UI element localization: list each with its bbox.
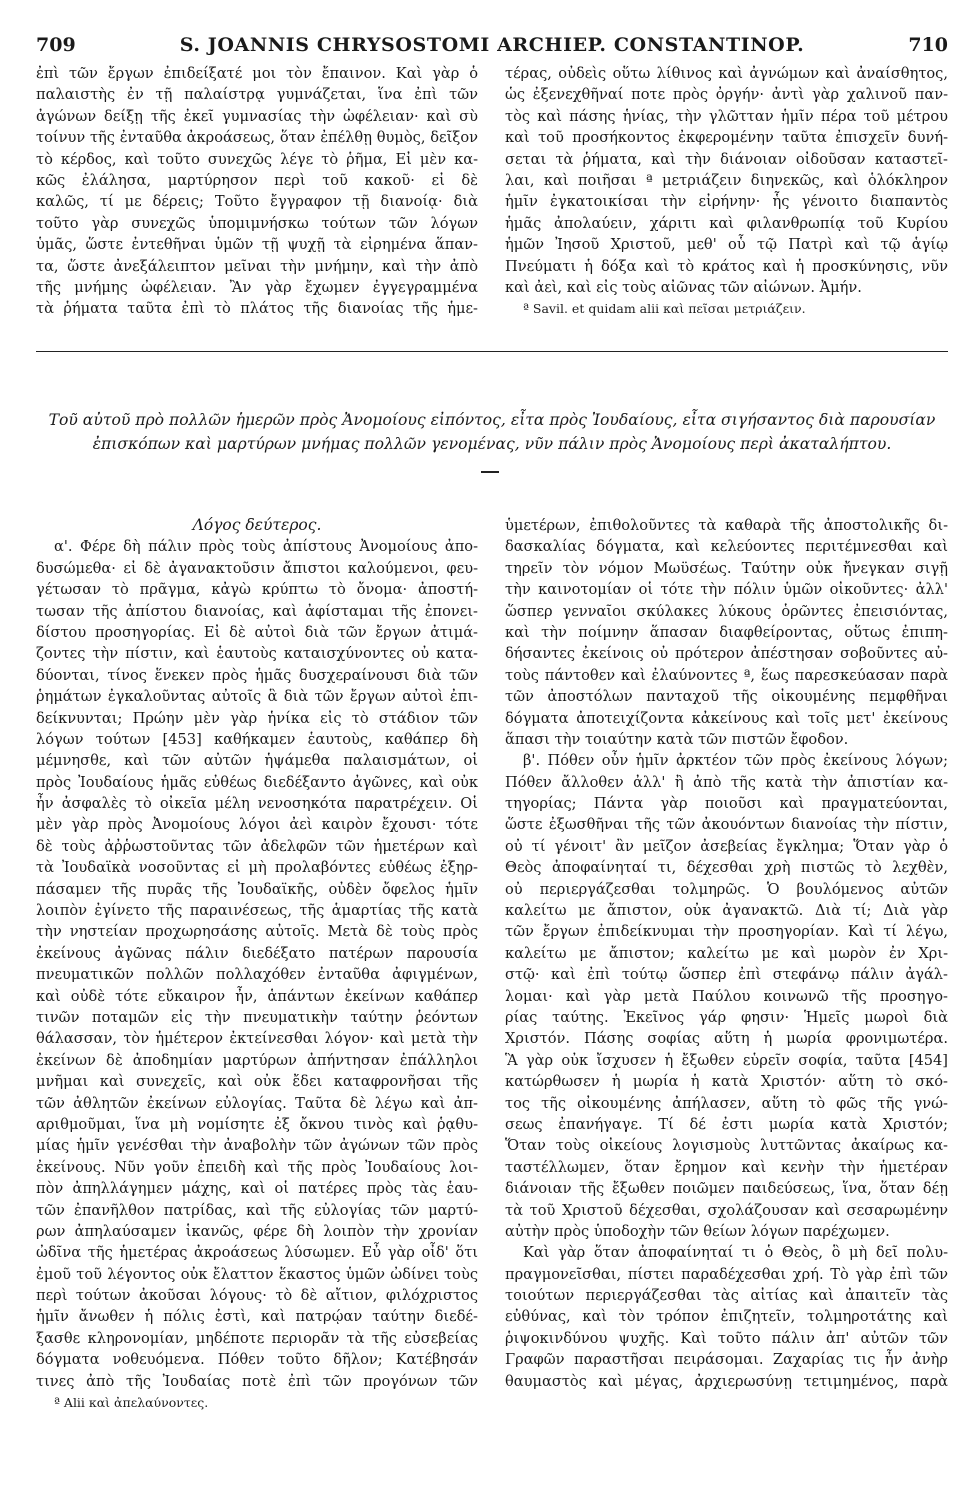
- left-line: τὰ Ἰουδαϊκὰ νοσοῦντας εἰ μὴ προλαβόντες εὐθέως ἐξηρ-: [36, 859, 478, 877]
- right-line: β'. Πόθεν οὖν ἡμῖν ἀρκτέον τῶν πρὸς ἐκείνους λόγων;: [523, 752, 948, 770]
- top-left-line: ὑμᾶς, ὥστε ἐντεθῆναι ὑμῶν τῇ ψυχῇ τὰ εἰρημένα ἅπαν-: [36, 236, 478, 254]
- left-line: τῶν ἐπανῆλθον πατρίδας, καὶ τῆς εὐλογίας τῶν μαρτύ-: [36, 1201, 478, 1219]
- left-line: δίστου προσηγορίας. Εἰ δὲ αὐτοὶ διὰ τῶν ἔργων ἀτιμά-: [36, 623, 478, 641]
- left-line: πὸν ἀπηλλάγημεν μάχης, καὶ οἱ πατέρες πρὸς τὰς ἑαυ-: [36, 1180, 478, 1198]
- left-line: δὲ τοὺς ἀῤῥωστοῦντας τῶν ἀδελφῶν τῶν ἡμετέρων καὶ: [36, 837, 478, 855]
- top-left-line: τῆς μνήμης ὠφέλειαν. Ἂν γὰρ ἔχωμεν ἐγγεγραμμένα: [36, 278, 478, 296]
- right-line: κατώρθωσεν ἡ μωρία ἡ κατὰ Χριστόν· αὕτη τὸ σκό-: [505, 1073, 948, 1091]
- top-right-line: τέρας, οὐδεὶς οὕτω λίθινος καὶ ἀγνώμων καὶ ἀναίσθητος,: [505, 65, 948, 82]
- horizontal-rule: [36, 351, 948, 352]
- running-title: S. JOANNIS CHRYSOSTOMI ARCHIEP. CONSTANTINOP.: [179, 34, 805, 56]
- right-line: τοιούτων περιεργάζεσθαι τὰς αἰτίας καὶ ἀπαιτεῖν τὰς: [505, 1287, 948, 1305]
- top-left-line: τὰ ῥήματα ταῦτα ἐπὶ τὸ πλάτος τῆς διανοίας τῆς ἡμε-: [36, 300, 478, 318]
- right-line: διάνοιαν τῆς ἔξωθεν ποιῶμεν παιδεύσεως, ἵνα, ὅταν δέῃ: [505, 1180, 948, 1198]
- right-line: τὴν καινοτομίαν οἱ τότε τὴν πόλιν ὑμῶν οἰκοῦντες· ἀλλ': [505, 581, 948, 599]
- right-line: καὶ τὴν ποίμνην ἅπασαν διαφθείροντας, οὕτως ἐπιπη-: [505, 623, 948, 641]
- right-line: τὰ τοῦ Χριστοῦ δέχεσθαι, σχολάζουσαν καὶ σεσαρωμένην: [505, 1201, 948, 1219]
- left-line: ἐκείνων δὲ ἀποδημίαν μαρτύρων ἀπήντησαν ἐπάλληλοι: [36, 1051, 478, 1069]
- left-line: ª Alii καὶ ἀπελαύνοντες.: [54, 1395, 209, 1411]
- top-right-line: ὡς ἐξενεχθῆναί ποτε πρὸς ὀργήν· ἀντὶ γὰρ χαλινοῦ παν-: [505, 86, 948, 104]
- right-line: τηγορίας; Πάντα γὰρ ποιοῦσι καὶ πραγματεύονται,: [505, 795, 948, 813]
- left-line: μὲν γὰρ πρὸς Ἀνομοίους λόγοι ἀεὶ καιρὸν ἔχουσι· τότε: [36, 816, 478, 834]
- right-line: καλείτω με ἄπιστον; καλείτω με καὶ μωρὸν ἐν Χρι-: [505, 944, 948, 962]
- right-line: δήσαντες ἐκείνοις οὐ πρότερον ἀπέστησαν σοβοῦντες αὐ-: [505, 645, 948, 663]
- left-line: δόγματα νοθευόμενα. Πόθεν τοῦτο δῆλον; Κατέβησάν: [36, 1351, 478, 1369]
- right-line: Γραφῶν παραστῆσαι πειράσομαι. Ζαχαρίας τις ἦν ἀνὴρ: [505, 1351, 948, 1369]
- left-line: γέτωσαν τὸ πρᾶγμα, κἀγὼ κρύπτω τὸ ὄνομα· ἀποστή-: [36, 581, 478, 599]
- left-line: ἐκείνους. Νῦν γοῦν ἐπειδὴ καὶ τῆς πρὸς Ἰουδαίους λοι-: [36, 1158, 478, 1176]
- right-line: δασκαλίας δόγματα, καὶ κελεύοντες περιτέμνεσθαι καὶ: [505, 538, 948, 556]
- page-number-left: 709: [36, 34, 76, 56]
- left-line: τὴν νηστείαν προχωρησάσης αὐτοῖς. Μετὰ δὲ τοὺς πρὸς: [36, 923, 478, 941]
- left-line: μνῆμαι καὶ συνεχεῖς, καὶ οὐκ ἔδει καταφρονῆσαι τῆς: [36, 1073, 478, 1091]
- top-right-line: ἡμῖν ἐγκατοικίσαι τὴν εἰρήνην· ἧς γένοιτο διαπαντὸς: [505, 193, 948, 211]
- top-left-line: τοῦτο γὰρ συνεχῶς ὑπομιμνήσκω τούτων τῶν λόγων: [36, 214, 478, 232]
- top-right-line: ª Savil. et quidam alii καὶ πεῖσαι μετριάζειν.: [523, 301, 806, 317]
- left-line: ὠδῖνα τῆς ἡμετέρας ἀκροάσεως λύσωμεν. Εὖ γὰρ οἶδ' ὅτι: [36, 1244, 478, 1262]
- left-line: δύονται, τίνος ἕνεκεν πρὸς ἡμᾶς δυσχεραίνουσι διὰ τῶν: [36, 666, 478, 684]
- top-right-column: [505, 63, 948, 320]
- right-line: ὥστε ἐξωσθῆναι τῆς τῶν ἀκουόντων διανοίας τὴν πίστιν,: [505, 816, 948, 834]
- right-line: ἅπασι τὴν τοιαύτην κατὰ τῶν πιστῶν ἔφοδον.: [505, 730, 849, 748]
- left-line: ἡμῖν ἄνωθεν ἡ πόλις ἐστὶ, καὶ πατρῴαν ταύτην διεδέ-: [36, 1308, 478, 1326]
- top-right-line: ἡμῶν Ἰησοῦ Χριστοῦ, μεθ' οὗ τῷ Πατρὶ καὶ τῷ ἁγίῳ: [505, 236, 948, 254]
- right-line: τος τῆς οἰκουμένης ἀπήλασεν, αὕτη τὸ φῶς τῆς γνώ-: [505, 1094, 948, 1112]
- left-line: καὶ οὐδὲ τότε εὔκαιρον ἦν, ἁπάντων ἐκείνων καθάπερ: [36, 987, 478, 1005]
- left-line: θάλασσαν, τὸν ἡμέτερον ἐκτείνεσθαι λόγον· καὶ μετὰ τὴν: [36, 1030, 478, 1048]
- left-line: α'. Φέρε δὴ πάλιν πρὸς τοὺς ἀπίστους Ἀνομοίους ἀπο-: [54, 538, 478, 556]
- top-left-column: [36, 63, 478, 320]
- title-dash: [481, 471, 499, 473]
- top-right-line: τὸς καὶ πάσης ἡνίας, τὴν γλῶτταν ἡμῖν πέρα τοῦ μέτρου: [505, 107, 948, 125]
- left-line: ρων ἀπηλαύσαμεν ἱκανῶς, φέρε δὴ λοιπὸν τὴν χρονίαν: [36, 1222, 478, 1240]
- left-line: ζοντες τὴν πίστιν, καὶ ἑαυτοὺς καταισχύνοντες οὐ κατα-: [36, 645, 478, 663]
- left-line: πρὸς Ἰουδαίους ἡμᾶς εὐθέως διεδέξαντο ἀγῶνες, καὶ οὐκ: [36, 773, 478, 791]
- left-line: τωσαν τῆς ἀπίστου διανοίας, καὶ ἀφίσταμαι τῆς ἐπονει-: [36, 602, 478, 620]
- left-line: τινῶν ποταμῶν εἰς τὴν πνευματικὴν ταύτην ῥεόντων: [36, 1008, 478, 1026]
- left-line: ῥημάτων ἐγκαλοῦντας αὐτοῖς ἃ διὰ τῶν ἔργων αὐτοὶ ἐπι-: [36, 688, 478, 706]
- right-line: τῶν ἀποστόλων πανταχοῦ τῆς οἰκουμένης πεμφθῆναι: [505, 688, 948, 706]
- right-line: Χριστόν. Πάσης σοφίας αὕτη ἡ μωρία φρονιμωτέρα.: [505, 1030, 948, 1048]
- right-line: τοὺς πάντοθεν καὶ ἐλαύνοντες ª, ἕως παρεσκεύασαν παρὰ: [505, 666, 948, 684]
- left-line: ἐκείνους ἀγῶνας πάλιν διεδέξατο πατέρων παρουσία: [36, 944, 478, 962]
- top-right-line: ἡμᾶς ἀπολαύειν, χάριτι καὶ φιλανθρωπίᾳ τοῦ Κυρίου: [505, 214, 948, 232]
- right-line: οὐ περιεργάζεσθαι τολμηρῶς. Ὁ βουλόμενος αὐτῶν: [505, 880, 948, 898]
- top-left-line: τὸ κέρδος, καὶ τοῦτο συνεχῶς λέγε τὸ ῥῆμα, Εἰ μὲν κα-: [36, 150, 478, 168]
- left-line: τινες ἀπὸ τῆς Ἰουδαίας ποτὲ ἐπὶ τῶν προγόνων τῶν: [36, 1372, 478, 1390]
- top-left-line: κῶς ἐλάλησα, μαρτύρησον περὶ τοῦ κακοῦ· εἰ δὲ: [36, 171, 478, 189]
- top-left-line: καλῶς, τί με δέρεις; Τοῦτο ἔγγραφον τῇ διανοίᾳ· διὰ: [36, 193, 478, 211]
- right-line: Ἃ γὰρ οὐκ ἴσχυσεν ἡ ἔξωθεν εὑρεῖν σοφία, ταῦτα [454]: [505, 1051, 948, 1069]
- left-line: Λόγος δεύτερος.: [192, 516, 322, 534]
- right-line: θαυμαστὸς καὶ μέγας, ἀρχιερωσύνῃ τετιμημένος, παρὰ: [505, 1372, 948, 1390]
- right-line: πραγμονεῖσθαι, πίστει παραδέχεσθαι χρή. Τὸ γὰρ ἐπὶ τῶν: [505, 1265, 948, 1283]
- left-line: πάσαμεν τῆς πυρᾶς τῆς Ἰουδαϊκῆς, οὐδὲν ὄφελος ἡμῖν: [36, 880, 478, 898]
- right-line: Θεὸς ἀποφαίνηταί τι, δέχεσθαι χρὴ πιστῶς τὸ λεχθὲν,: [505, 859, 948, 877]
- right-line: Ὅταν τοὺς οἰκείους λογισμοὺς λυττῶντας ἀκαίρως κα-: [505, 1137, 948, 1155]
- left-line: ἦν ἀσφαλὲς τὸ οἰκεῖα μέλη νενοσηκότα παρατρέχειν. Οἱ: [36, 795, 478, 813]
- homily-title-line-2: ἐπισκόπων καὶ μαρτύρων μνήμας πολλῶν γενομένας, νῦν πάλιν πρὸς Ἀνομοίους περὶ ἀκαταλήπτου.: [92, 435, 892, 453]
- left-line: ξασθε κληρονομίαν, μηδέποτε περιορᾶν τὰ τῆς εὐσεβείας: [36, 1329, 478, 1347]
- right-line: οὐ τί γένοιτ' ἂν μεῖζον ἀσεβείας ἔγκλημα; Ὅταν γὰρ ὁ: [505, 837, 948, 855]
- right-column: [505, 515, 948, 1392]
- top-right-line: καὶ τοῦ προσήκοντος ἐκφερομένην ταῦτα ἐπισχεῖν δυνή-: [505, 129, 948, 147]
- top-right-line: λαι, καὶ ποιῆσαι ª μετριάζειν διηνεκῶς, καὶ ὁλόκληρον: [505, 171, 948, 189]
- right-line: στῷ· καὶ ἐπὶ τούτῳ ὥσπερ ἐπὶ στεφάνῳ πάλιν ἀγάλ-: [505, 966, 948, 984]
- right-line: ρίας ταύτης. Ἐκεῖνος γάρ φησιν· Ἡμεῖς μωροὶ διὰ: [505, 1008, 948, 1026]
- left-line: δυσώμεθα· εἰ δὲ ἀγανακτοῦσιν ἄπιστοι καλούμενοι, φευ-: [36, 559, 478, 577]
- homily-title: [36, 408, 948, 456]
- left-line: περὶ τούτων ἀκοῦσαι λόγους· τὸ δὲ αἴτιον, φιλόχριστος: [36, 1287, 478, 1305]
- left-line: πνευματικῶν πολλῶν πολλαχόθεν ἐνταῦθα ἀφιγμένων,: [36, 966, 478, 984]
- right-line: ταστέλλωμεν, ὅταν ἔρημον καὶ κενὴν τὴν ἡμετέραν: [505, 1158, 948, 1176]
- top-right-line: Πνεύματι ἡ δόξα καὶ τὸ κράτος καὶ ἡ προσκύνησις, νῦν: [505, 257, 948, 275]
- top-left-line: τα, ὥστε ἀνεξάλειπτον μεῖναι τὴν μνήμην, καὶ τὴν ἀπὸ: [36, 257, 478, 275]
- right-line: δόγματα ἀποτειχίζοντα κἀκείνους καὶ τοῖς μετ' ἐκείνους: [505, 709, 948, 727]
- left-column: [36, 515, 478, 1413]
- running-header: [36, 34, 948, 62]
- right-line: λομαι· καὶ γὰρ μετὰ Παύλου κοινωνῶ τῆς προσηγο-: [505, 987, 948, 1005]
- left-line: αριθμοῦμαι, ἵνα μὴ νομίσητε ἐξ ὄκνου τινὸς καὶ ῥᾳθυ-: [36, 1115, 478, 1133]
- top-left-line: παλαιστὴς ἐν τῇ παλαίστρᾳ γυμνάζεται, ἵνα ἐπὶ τῶν: [36, 86, 478, 104]
- left-line: τῶν ἀθλητῶν ἐκείνων εὐλογίας. Ταῦτα δὲ λέγω καὶ ἀπ-: [36, 1094, 478, 1112]
- homily-title-line-1: Τοῦ αὐτοῦ πρὸ πολλῶν ἡμερῶν πρὸς Ἀνομοίους εἰπόντος, εἶτα πρὸς Ἰουδαίους, εἶτα σιγήσαντος διὰ παρουσίαν: [48, 411, 936, 429]
- left-line: μίας ἡμῖν γενέσθαι τὴν ἀναβολὴν τῶν ἀγώνων τῶν πρὸς: [36, 1137, 478, 1155]
- right-line: αὐτὴν πρὸς ὑποδοχὴν τῶν θείων λόγων παρέχωμεν.: [505, 1222, 890, 1240]
- top-left-line: ἐπὶ τῶν ἔργων ἐπιδείξατέ μοι τὸν ἔπαινον. Καὶ γὰρ ὁ: [36, 65, 478, 82]
- left-line: δείκνυνται; Πρώην μὲν γὰρ ἡνίκα εἰς τὸ στάδιον τῶν: [36, 709, 478, 727]
- top-left-line: ἀγώνων δείξῃ τῆς ἐκεῖ γυμνασίας τὴν ὠφέλειαν· καὶ σὺ: [36, 107, 478, 125]
- right-line: Πόθεν ἄλλοθεν ἀλλ' ἢ ἀπὸ τῆς κατὰ τὴν ἀπιστίαν κα-: [505, 773, 948, 791]
- left-line: μέμνησθε, καὶ τῶν αὐτῶν ἡψάμεθα παλαισμάτων, οἱ: [36, 752, 478, 770]
- left-line: ἐμοῦ τοῦ λέγοντος οὐκ ἔλαττον ἕκαστος ὑμῶν ὠδίνει τοὺς: [36, 1265, 478, 1283]
- right-line: ὥσπερ γενναῖοι σκύλακες λύκους ὁρῶντες ἐπεισιόντας,: [505, 602, 948, 620]
- right-line: ὑμετέρων, ἐπιθολοῦντες τὰ καθαρὰ τῆς ἀποστολικῆς δι-: [505, 517, 948, 534]
- right-line: τῶν ἔργων ἐπιδείκνυμαι τὴν προσηγορίαν. Καὶ τί λέγω,: [505, 923, 948, 941]
- left-line: λόγων τούτων [453] καθήκαμεν ἑαυτοὺς, καθάπερ δὴ: [36, 730, 478, 748]
- top-right-line: καὶ ἀεὶ, καὶ εἰς τοὺς αἰῶνας τῶν αἰώνων. Ἀμήν.: [505, 278, 862, 296]
- top-right-line: σεται τὰ ῥήματα, καὶ τὴν διάνοιαν οἰδοῦσαν καταστεῖ-: [505, 150, 948, 168]
- left-line: λοιπὸν ἐγίνετο τῆς παραινέσεως, τῆς ἁμαρτίας τῆς κατὰ: [36, 902, 478, 920]
- right-line: σεως ἐπανήγαγε. Τί δέ ἐστι μωρία κατὰ Χριστόν;: [505, 1115, 948, 1133]
- right-line: τηρεῖν τὸν νόμον Μωϋσέως. Ταύτην οὐκ ἤνεγκαν σιγῇ: [505, 559, 948, 577]
- right-line: καλείτω με ἄπιστον, οὐκ ἀγανακτῶ. Διὰ τί; Διὰ γὰρ: [505, 902, 948, 920]
- right-line: Καὶ γὰρ ὅταν ἀποφαίνηταί τι ὁ Θεὸς, ὃ μὴ δεῖ πολυ-: [523, 1244, 948, 1262]
- right-line: εὐθύνας, καὶ τὸν τρόπον ἐπιζητεῖν, τολμηροτάτης καὶ: [505, 1308, 948, 1326]
- right-line: ῥιψοκινδύνου ψυχῆς. Καὶ τοῦτο πάλιν ἀπ' αὐτῶν τῶν: [505, 1329, 948, 1347]
- top-left-line: τοίνυν τῆς ἐνταῦθα ἀκροάσεως, ὅταν ἐπέλθῃ θυμὸς, δεῖξον: [36, 129, 478, 147]
- page-number-right: 710: [908, 34, 948, 56]
